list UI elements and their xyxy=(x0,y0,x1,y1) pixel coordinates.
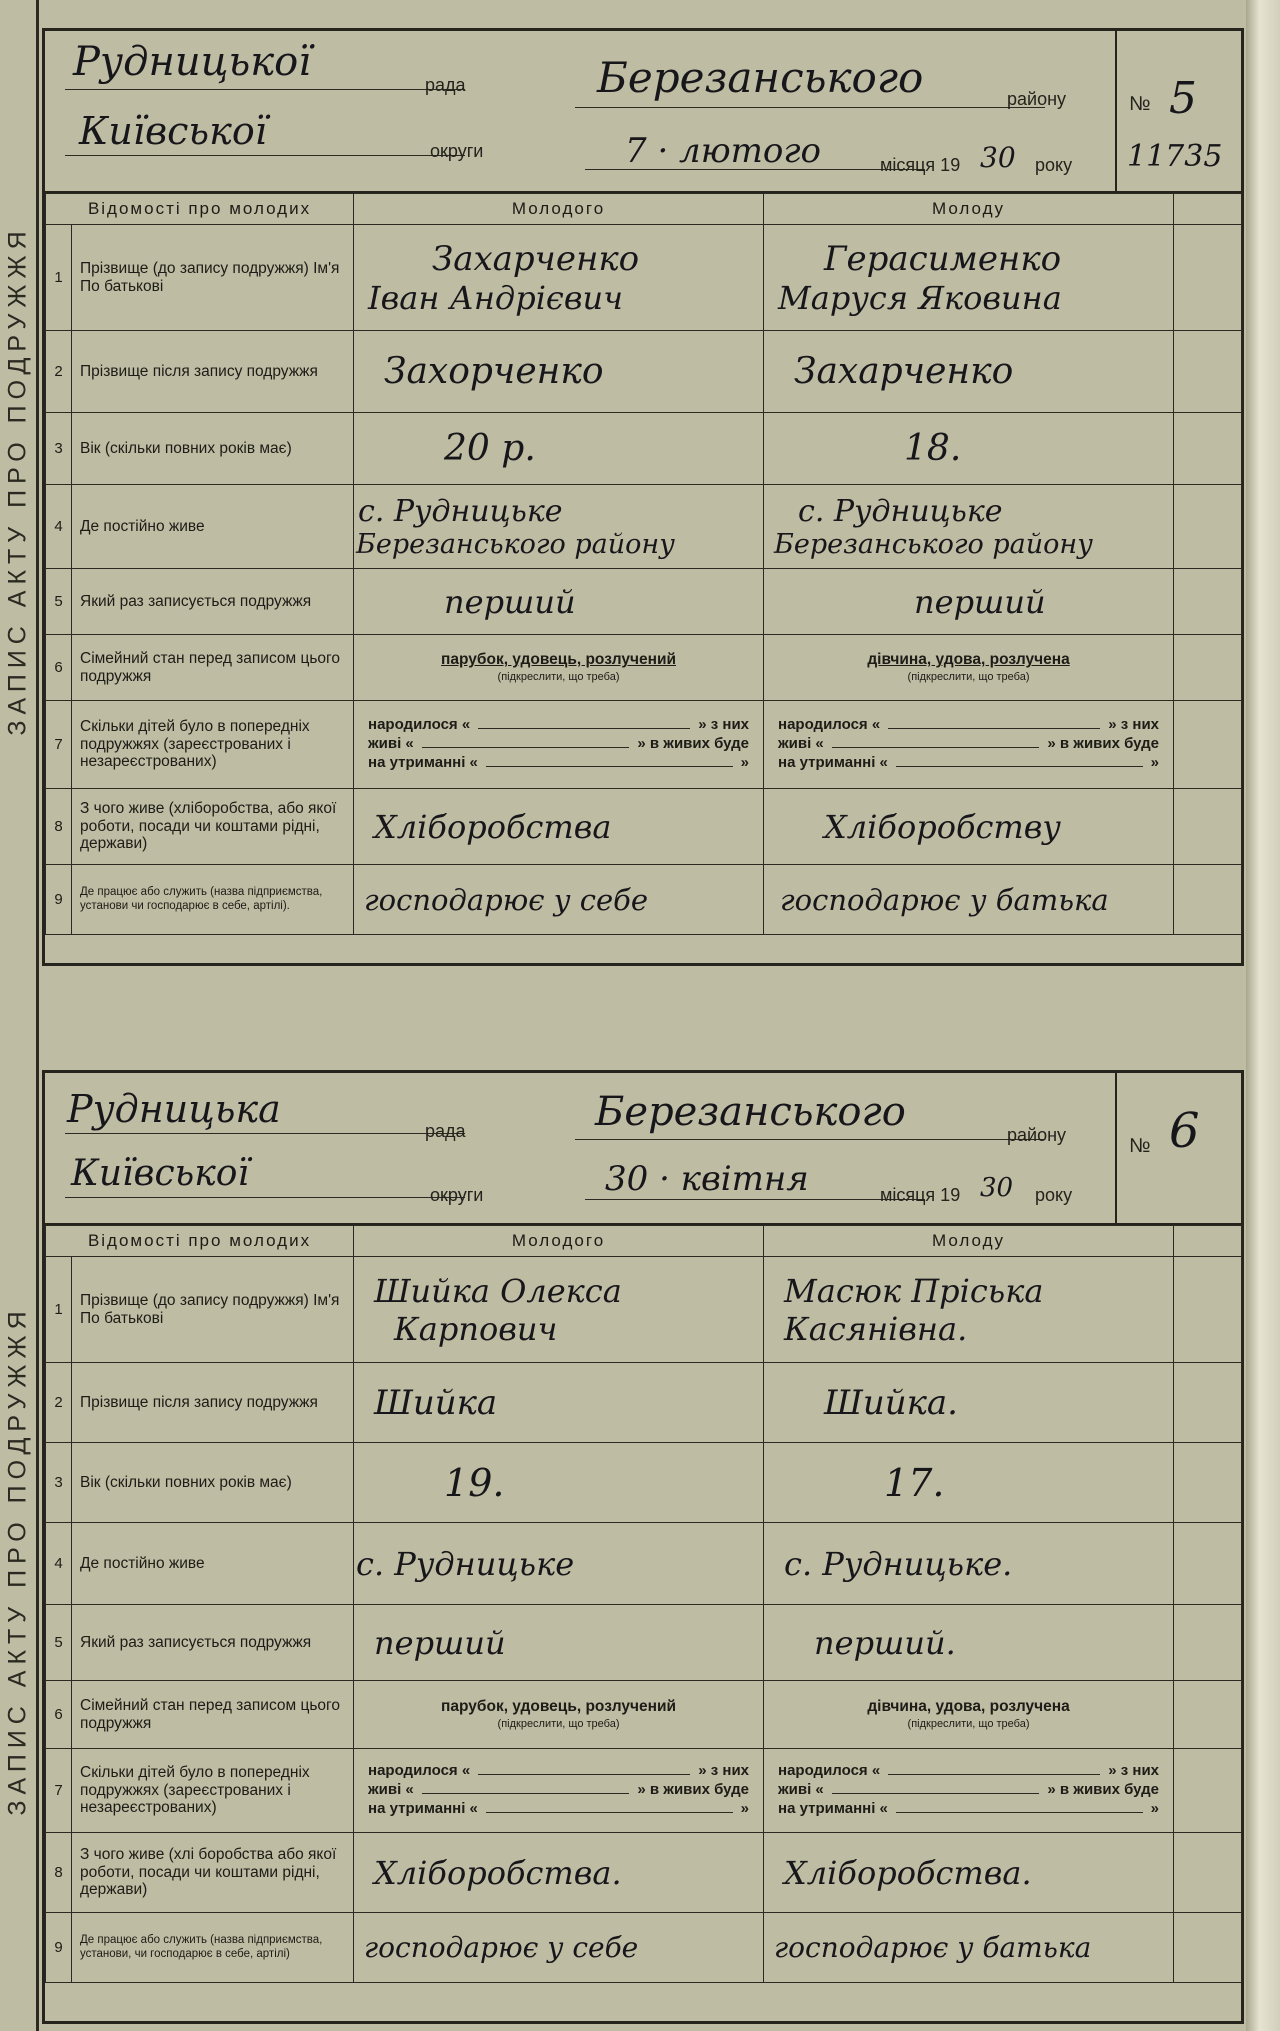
bride-header-2: Молоду xyxy=(764,1226,1174,1257)
bride-surname: Герасименко xyxy=(824,238,1062,279)
page-edge xyxy=(1246,0,1280,2031)
bride-livelihood: Хліборобству xyxy=(824,807,1061,846)
bride-name: Маруся Яковина xyxy=(778,278,1062,317)
okruha-value-2: Київської xyxy=(71,1153,249,1194)
year-label-2: року xyxy=(1035,1185,1073,1205)
question-8: З чого живе (хліборобства, або якої роботи, посади чи коштами рідні, держави) xyxy=(72,789,354,865)
bride-work: господарює у батька xyxy=(780,882,1109,917)
raion-label: району xyxy=(1007,89,1067,109)
bride-work-2: господарює у батька xyxy=(774,1931,1092,1964)
groom-residence-1: с. Рудницьке xyxy=(358,493,563,529)
rada-label: рада xyxy=(425,75,466,95)
bride-marital-options: дівчина, удова, розлучена (підкреслити, що треба) xyxy=(764,635,1174,701)
record-header xyxy=(45,31,1241,193)
bride-patronymic-2: Касянівна. xyxy=(784,1309,968,1348)
okruhy-label: округи xyxy=(430,141,484,161)
question-2-8: З чого живе (хлі боробства або якої роботи, посади чи коштами рідні, держави) xyxy=(72,1833,354,1913)
groom-age: 20 р. xyxy=(444,428,536,469)
rada-label-2: рада xyxy=(425,1121,466,1141)
bride-surname-2: Масюк Пріська xyxy=(784,1271,1044,1310)
groom-work-2: господарює у себе xyxy=(364,1931,639,1964)
bride-residence-2: Березанського району xyxy=(774,528,1093,560)
groom-residence-2: с. Рудницьке xyxy=(356,1544,575,1583)
marriage-record-5 xyxy=(42,28,1244,966)
question-7: Скільки дітей було в попередніх подружжях (зареєстрованих і незареєстрованих) xyxy=(72,701,354,789)
bride-surname-after: Захарченко xyxy=(794,351,1014,392)
question-2: Прізвище після запису подружжя xyxy=(72,331,354,413)
raion-value: Березанського xyxy=(597,53,924,102)
groom-residence-2: Березанського району xyxy=(356,528,675,560)
bride-times: перший xyxy=(914,582,1046,621)
groom-marital-options: парубок, удовець, розлучений (підкреслити, що треба) xyxy=(354,635,764,701)
bride-residence-1: с. Рудницьке xyxy=(798,493,1003,529)
groom-surname-2: Шийка Олекса xyxy=(374,1271,622,1310)
groom-children-2: народилося « » з них живі « » в живих буде на утриманні « » xyxy=(354,1749,764,1833)
bride-times-2: перший. xyxy=(814,1623,956,1662)
question-2-5: Який раз записується подружжя xyxy=(72,1605,354,1681)
groom-header-2: Молодого xyxy=(354,1226,764,1257)
groom-times-2: перший xyxy=(374,1623,506,1662)
groom-work: господарює у себе xyxy=(364,882,649,917)
number-label-2: № xyxy=(1129,1135,1151,1157)
info-header-2: Відомості про молодих xyxy=(46,1226,354,1257)
rada-value-2: Рудницька xyxy=(67,1087,281,1131)
marriage-record-6 xyxy=(42,1070,1244,2024)
month-label: місяця 19 xyxy=(880,155,961,175)
groom-marital-options-2: парубок, удовець, розлучений xyxy=(441,1698,676,1716)
bride-age: 18. xyxy=(904,428,962,469)
question-2-1: Прізвище (до запису подружжя) Ім'я По батькові xyxy=(72,1257,354,1363)
info-header: Відомості про молодих xyxy=(46,194,354,225)
raion-value-2: Березанського xyxy=(595,1089,906,1135)
date-value-2: 30 · квітня xyxy=(605,1159,809,1199)
side-title-1: ЗАПИС АКТУ ПРО ПОДРУЖЖЯ xyxy=(3,224,32,736)
question-2-7: Скільки дітей було в попередніх подружжях (зареєстрованих і незареєстрованих) xyxy=(72,1749,354,1833)
bride-children-2: народилося « » з них живі « » в живих буде на утриманні « » xyxy=(764,1749,1174,1833)
okruhy-label-2: округи xyxy=(430,1185,484,1205)
groom-age-2: 19. xyxy=(444,1460,505,1505)
archive-number: 11735 xyxy=(1127,139,1223,174)
question-2-9: Де працює або служить (назва підприємства, установи, чи господарює в себе, артілі) xyxy=(72,1913,354,1983)
question-2-3: Вік (скільки повних років має) xyxy=(72,1443,354,1523)
groom-children: народилося « » з них живі « » в живих буде на утриманні « » xyxy=(354,701,764,789)
groom-surname-after: Захорченко xyxy=(384,351,604,392)
record-header-2 xyxy=(45,1073,1241,1225)
question-2-6: Сімейний стан перед записом цього подружжя xyxy=(72,1681,354,1749)
bride-livelihood-2: Хліборобства. xyxy=(784,1853,1032,1892)
groom-surname: Захарченко xyxy=(432,238,640,279)
record-number-box-2 xyxy=(1115,1073,1243,1223)
side-title-2: ЗАПИС АКТУ ПРО ПОДРУЖЖЯ xyxy=(3,1304,32,1816)
record-number-box xyxy=(1115,31,1243,191)
question-3: Вік (скільки повних років має) xyxy=(72,413,354,485)
question-1: Прізвище (до запису подружжя) Ім'я По батькові xyxy=(72,225,354,331)
question-2-4: Де постійно живе xyxy=(72,1523,354,1605)
groom-header: Молодого xyxy=(354,194,764,225)
bride-surname-after-2: Шийка. xyxy=(824,1382,958,1423)
date-value: 7 · лютого xyxy=(625,131,821,171)
record-table-2: Відомості про молодих Молодого Молоду 1 Прізвище (до запису подружжя) Ім'я По батькові Шийка Олекса Карпович Масюк Пріська Касянівна. 2 Прізвище після запису подружжя Шийка Шийка. 3 Вік (скільки повних років має) 19. 17. 4 Де постійно живе с. Рудницьке с. Рудницьке. 5 Який раз записується подружжя перший перший. 6 Сімейний стан перед записом цього подружжя парубок, удовець, розлучений (підкреслити, що треба) дівчина, удова, розлучена (підкреслити, що треба) 7 Скільки дітей було в попередніх подружжях (зареєстрованих і незареєстрованих) народилося « » з них живі « » в живих буде на утриманні « » народилося « » з них живі « » в живих буде на утриманні « » 8 З чого живе (хлі боробства або якої роботи, посади чи коштами рідні, держави) Хліборобства. Хліборобства. 9 Де працює або служить (назва підприємства, установи, чи господарює в себе, артілі) господарює у себе господарює у батька xyxy=(45,1225,1242,1983)
bride-name-cell xyxy=(764,225,1174,331)
number-label: № xyxy=(1129,93,1151,115)
year-value: 30 xyxy=(980,141,1016,174)
binding-spine-line xyxy=(36,0,39,2031)
okruha-value: Київської xyxy=(79,109,267,153)
year-value-2: 30 xyxy=(980,1173,1014,1203)
question-6: Сімейний стан перед записом цього подружжя xyxy=(72,635,354,701)
year-label: року xyxy=(1035,155,1073,175)
rada-value: Рудницької xyxy=(73,39,312,85)
record-table: Відомості про молодих Молодого Молоду 1 Прізвище (до запису подружжя) Ім'я По батькові Захарченко Іван Андрієвич Герасименко Маруся Яковина 2 Прізвище після запису подружжя Захорченко Захарченко 3 Вік (скільки повних років має) 20 р. 18. 4 Де постійно живе с. Рудницьке Березанського району с. Рудницьке Березанського району 5 Який раз записується подружжя перший перший 6 Сімейний стан перед записом цього подружжя парубок, удовець, розлучений (підкреслити, що треба) дівчина, удова, розлучена (підкреслити, що треба) 7 Скільки дітей було в попередніх подружжях (зареєстрованих і незареєстрованих) народилося « » з них живі « » в живих буде на утриманні « » народилося « » з них живі « » в живих буде на утриманні « » 8 З чого живе (хліборобства, або якої роботи, посади чи коштами рідні, держави) Хліборобства Хліборобству 9 Де працює або служить (назва підприємства, установи чи господарює в себе, артілі). господарює у себе господарює у батька xyxy=(45,193,1242,935)
groom-surname-after-2: Шийка xyxy=(374,1382,498,1423)
raion-label-2: району xyxy=(1007,1125,1067,1145)
bride-header: Молоду xyxy=(764,194,1174,225)
bride-children: народилося « » з них живі « » в живих буде на утриманні « » xyxy=(764,701,1174,789)
groom-patronymic-2: Карпович xyxy=(394,1309,558,1348)
groom-livelihood: Хліборобства xyxy=(374,807,612,846)
bride-residence-2: с. Рудницьке. xyxy=(784,1544,1013,1583)
question-2-2: Прізвище після запису подружжя xyxy=(72,1363,354,1443)
month-label-2: місяця 19 xyxy=(880,1185,961,1205)
groom-livelihood-2: Хліборобства. xyxy=(374,1853,622,1892)
groom-name-cell xyxy=(354,225,764,331)
record-number: 5 xyxy=(1169,73,1197,124)
question-4: Де постійно живе xyxy=(72,485,354,569)
groom-name: Іван Андрієвич xyxy=(368,278,623,317)
bride-age-2: 17. xyxy=(884,1460,945,1505)
bride-marital-options-2: дівчина, удова, розлучена xyxy=(867,1698,1070,1716)
question-5: Який раз записується подружжя xyxy=(72,569,354,635)
groom-times: перший xyxy=(444,582,576,621)
record-number-2: 6 xyxy=(1169,1103,1200,1159)
question-9: Де працює або служить (назва підприємства, установи чи господарює в себе, артілі). xyxy=(72,865,354,935)
